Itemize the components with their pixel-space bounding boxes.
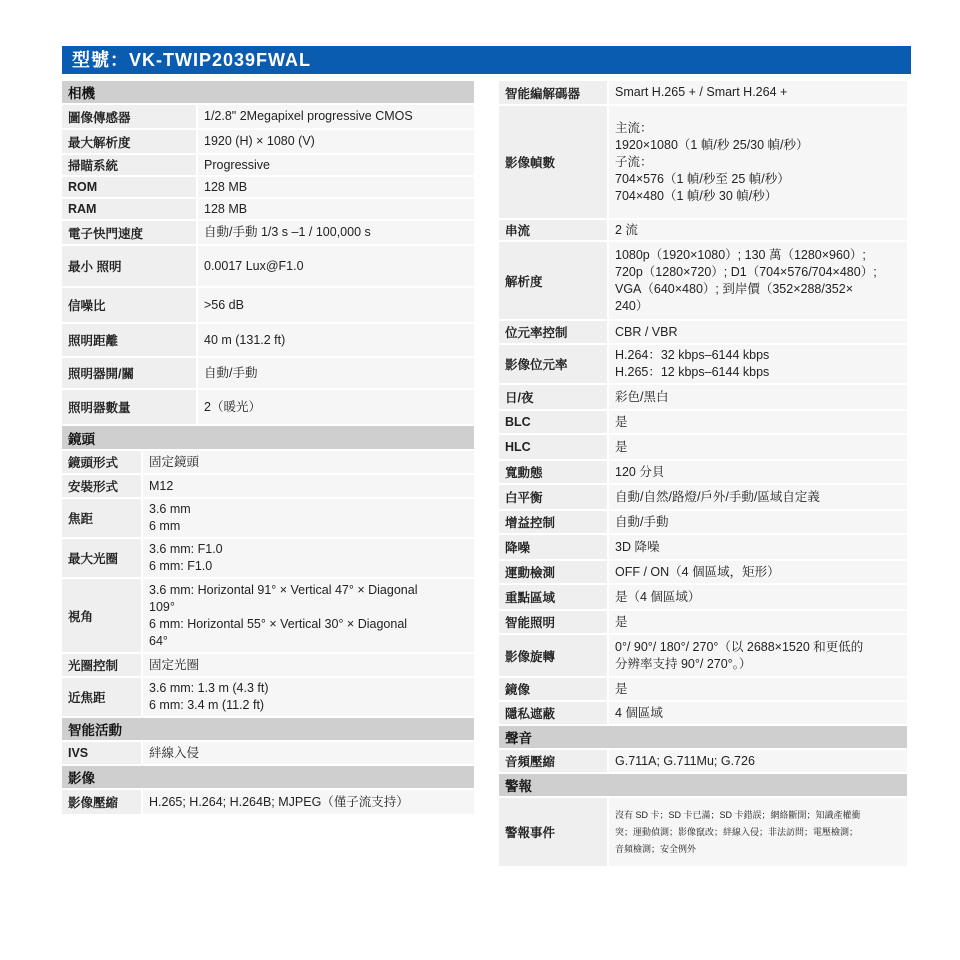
spec-value-line: 自動/自然/路燈/戶外/手動/區域自定義: [615, 489, 820, 504]
spec-value-line: 240）: [615, 298, 649, 313]
spec-value-line: CBR / VBR: [615, 324, 678, 339]
spec-label: IVS: [62, 742, 141, 764]
spec-label: 警報事件: [499, 798, 607, 866]
spec-label: 解析度: [499, 242, 607, 319]
spec-value: [198, 324, 474, 356]
spec-row: [499, 535, 907, 561]
spec-row: [62, 199, 474, 221]
spec-row: [62, 130, 474, 155]
spec-value-line: 1920×1080（1 幀/秒 25/30 幀/秒）: [615, 137, 809, 152]
spec-row: [62, 288, 474, 324]
spec-label: 白平衡: [499, 485, 607, 509]
spec-table-left: [62, 81, 474, 816]
spec-row: [499, 511, 907, 535]
spec-value-line: 6 mm: F1.0: [149, 559, 213, 573]
section-header: 智能活動: [62, 718, 474, 742]
spec-label: 鏡像: [499, 678, 607, 700]
spec-value-line: 3D 降噪: [615, 539, 660, 554]
spec-row: [499, 81, 907, 106]
spec-row: [499, 345, 907, 385]
spec-label: 串流: [499, 220, 607, 240]
spec-value: [609, 345, 907, 383]
spec-value-line: 固定光圈: [149, 657, 200, 672]
spec-value-line: 突；運動偵測；影像竄改；絆線入侵；非法訪問；電壓檢測；: [615, 826, 859, 837]
spec-value-line: 0.0017 Lux@F1.0: [204, 258, 304, 273]
spec-label: 鏡頭形式: [62, 451, 141, 473]
spec-row: [499, 702, 907, 726]
spec-value-line: 是: [615, 439, 628, 454]
spec-value: [609, 485, 907, 509]
page-title: 型號：VK-TWIP2039FWAL: [62, 46, 911, 74]
spec-value: [198, 105, 474, 128]
spec-value-line: OFF / ON（4 個區域，矩形）: [615, 564, 780, 579]
spec-label: 最大解析度: [62, 130, 196, 153]
spec-value: [609, 535, 907, 559]
spec-row: [499, 561, 907, 585]
spec-value: [143, 475, 474, 497]
spec-value: [609, 385, 907, 409]
spec-value-line: 1080p（1920×1080）; 130 萬（1280×960）;: [615, 247, 866, 262]
spec-label: 最小 照明: [62, 246, 196, 286]
spec-label: 圖像傳感器: [62, 105, 196, 128]
spec-label: 音頻壓縮: [499, 750, 607, 772]
spec-label: 照明距離: [62, 324, 196, 356]
spec-row: [62, 742, 474, 766]
spec-value-line: 是: [615, 681, 628, 696]
spec-value-line: 128 MB: [204, 201, 248, 216]
spec-value: [609, 585, 907, 609]
spec-label: 重點區域: [499, 585, 607, 609]
spec-value: [143, 539, 474, 577]
spec-value: [609, 611, 907, 633]
spec-value-line: 自動/手動 1/3 s –1 / 100,000 s: [204, 225, 371, 239]
spec-row: [62, 358, 474, 390]
spec-value: [609, 81, 907, 104]
spec-value-line: 1/2.8" 2Megapixel progressive CMOS: [204, 109, 413, 123]
spec-value-line: 2 流: [615, 222, 638, 237]
spec-label: 增益控制: [499, 511, 607, 533]
spec-label: 照明器開/關: [62, 358, 196, 388]
spec-row: [62, 790, 474, 816]
spec-label: 掃瞄系統: [62, 155, 196, 175]
spec-row: [499, 611, 907, 635]
spec-row: [62, 475, 474, 499]
spec-value-line: 64°: [149, 633, 168, 648]
spec-value-line: 自動/手動: [615, 514, 669, 529]
spec-value-line: 3.6 mm: [149, 502, 191, 516]
spec-value-line: 3.6 mm: Horizontal 91° × Vertical 47° × Diagonal: [149, 582, 418, 597]
spec-value: [143, 678, 474, 716]
spec-value-line: 4 個區域: [615, 705, 663, 720]
spec-value: [143, 790, 474, 814]
spec-value: [609, 750, 907, 772]
spec-row: [62, 390, 474, 426]
spec-label: 運動檢測: [499, 561, 607, 583]
spec-value: [609, 798, 907, 866]
spec-label: 光圈控制: [62, 654, 141, 676]
spec-value-line: H.265; H.264; H.264B; MJPEG（僅子流支持）: [149, 794, 409, 809]
spec-value-line: Progressive: [204, 157, 270, 172]
spec-value-line: 1920 (H) × 1080 (V): [204, 134, 315, 148]
spec-row: [62, 451, 474, 475]
spec-value-line: 是: [615, 414, 628, 429]
spec-label: 最大光圈: [62, 539, 141, 577]
spec-value-line: 3.6 mm: F1.0: [149, 542, 223, 556]
spec-row: [499, 385, 907, 411]
spec-value-line: 音頻檢測；安全例外: [615, 843, 697, 854]
spec-value: [198, 199, 474, 219]
spec-value-line: M12: [149, 478, 174, 493]
spec-value: [198, 390, 474, 424]
spec-label: RAM: [62, 199, 196, 219]
spec-value-line: VGA（640×480）; 到岸價（352×288/352×: [615, 281, 853, 296]
spec-value-line: 固定鏡頭: [149, 454, 200, 469]
section-header: 警報: [499, 774, 907, 798]
spec-label: 焦距: [62, 499, 141, 537]
spec-value-line: 分辨率支持 90°/ 270°。）: [615, 656, 752, 671]
spec-value-line: H.264：32 kbps–6144 kbps: [615, 348, 770, 362]
spec-value: [609, 242, 907, 319]
spec-value-line: 0°/ 90°/ 180°/ 270°（以 2688×1520 和更低的: [615, 639, 864, 654]
spec-value: [609, 435, 907, 459]
spec-value: [198, 155, 474, 175]
spec-value-line: 128 MB: [204, 179, 248, 194]
spec-label: 智能編解碼器: [499, 81, 607, 104]
spec-row: [62, 177, 474, 199]
spec-value-line: 120 分貝: [615, 464, 665, 479]
spec-value-line: H.265：12 kbps–6144 kbps: [615, 365, 770, 379]
spec-row: [499, 678, 907, 702]
spec-row: [499, 220, 907, 242]
spec-row: [62, 246, 474, 288]
spec-label: 影像幀數: [499, 106, 607, 218]
spec-value-line: 704×480（1 幀/秒 30 幀/秒）: [615, 188, 778, 203]
spec-label: HLC: [499, 435, 607, 459]
section-header: 影像: [62, 766, 474, 790]
spec-label: 寬動態: [499, 461, 607, 483]
spec-row: [62, 654, 474, 678]
spec-value: [609, 461, 907, 483]
section-header: 相機: [62, 81, 474, 105]
spec-value: [198, 288, 474, 322]
spec-row: [499, 411, 907, 435]
spec-row: [499, 585, 907, 611]
spec-value-line: 6 mm: Horizontal 55° × Vertical 30° × Diagonal: [149, 616, 408, 631]
spec-value: [609, 411, 907, 433]
spec-value: [143, 742, 474, 764]
spec-value: [198, 358, 474, 388]
spec-row: [499, 750, 907, 774]
spec-value: [609, 106, 907, 218]
spec-value: [609, 561, 907, 583]
spec-row: [499, 485, 907, 511]
spec-label: 隱私遮蔽: [499, 702, 607, 724]
spec-label: 視角: [62, 579, 141, 652]
spec-value-line: 主流：: [615, 120, 653, 135]
spec-label: 影像位元率: [499, 345, 607, 383]
spec-label: 影像壓縮: [62, 790, 141, 814]
spec-value: [609, 511, 907, 533]
spec-value-line: 子流：: [615, 154, 653, 169]
spec-label: 日/夜: [499, 385, 607, 409]
spec-value-line: 704×576（1 幀/秒至 25 幀/秒）: [615, 171, 790, 186]
spec-value: [609, 678, 907, 700]
spec-row: [499, 461, 907, 485]
spec-value: [198, 130, 474, 153]
spec-label: 電子快門速度: [62, 221, 196, 244]
spec-row: [62, 579, 474, 654]
spec-row: [62, 155, 474, 177]
spec-label: 位元率控制: [499, 321, 607, 343]
spec-value-line: 109°: [149, 599, 175, 614]
spec-label: 信噪比: [62, 288, 196, 322]
spec-label: 影像旋轉: [499, 635, 607, 676]
spec-value: [143, 451, 474, 473]
spec-value: [609, 220, 907, 240]
spec-value: [198, 177, 474, 197]
spec-row: [499, 435, 907, 461]
spec-value-line: 720p（1280×720）; D1（704×576/704×480）;: [615, 264, 877, 279]
spec-label: 安裝形式: [62, 475, 141, 497]
spec-value-line: 6 mm: 3.4 m (11.2 ft): [149, 698, 265, 712]
spec-value-line: 是（4 個區域）: [615, 589, 701, 604]
section-header: 聲音: [499, 726, 907, 750]
spec-value-line: 彩色/黑白: [615, 389, 669, 404]
spec-value-line: 40 m (131.2 ft): [204, 332, 286, 347]
spec-value-line: G.711A; G.711Mu; G.726: [615, 753, 755, 768]
spec-value-line: 自動/手動: [204, 365, 258, 380]
spec-label: ROM: [62, 177, 196, 197]
spec-value: [609, 635, 907, 676]
section-header: 鏡頭: [62, 426, 474, 451]
spec-row: [62, 105, 474, 130]
spec-value: [143, 579, 474, 652]
spec-value-line: 是: [615, 614, 628, 629]
spec-row: [62, 499, 474, 539]
spec-row: [499, 242, 907, 321]
spec-label: 近焦距: [62, 678, 141, 716]
spec-value: [609, 702, 907, 724]
spec-value-line: Smart H.265 + / Smart H.264 +: [615, 85, 788, 99]
spec-value: [143, 499, 474, 537]
spec-value-line: >56 dB: [204, 297, 244, 312]
spec-value-line: 絆線入侵: [149, 745, 200, 760]
spec-row: [499, 106, 907, 220]
spec-row: [62, 678, 474, 718]
spec-value: [198, 221, 474, 244]
spec-row: [62, 324, 474, 358]
spec-label: 照明器數量: [62, 390, 196, 424]
spec-label: BLC: [499, 411, 607, 433]
spec-row: [499, 635, 907, 678]
spec-label: 智能照明: [499, 611, 607, 633]
spec-label: 降噪: [499, 535, 607, 559]
spec-value-line: 2（暖光）: [204, 399, 261, 414]
spec-value: [609, 321, 907, 343]
spec-row: [62, 539, 474, 579]
spec-value: [198, 246, 474, 286]
spec-table-right: [499, 81, 907, 868]
spec-row: [499, 321, 907, 345]
spec-value: [143, 654, 474, 676]
spec-row: [62, 221, 474, 246]
spec-value-line: 6 mm: [149, 519, 181, 533]
spec-value-line: 3.6 mm: 1.3 m (4.3 ft): [149, 681, 269, 695]
spec-row: [499, 798, 907, 868]
spec-value-line: 沒有 SD 卡；SD 卡已滿；SD 卡錯誤；網絡斷開；知識產權衝: [615, 809, 861, 820]
